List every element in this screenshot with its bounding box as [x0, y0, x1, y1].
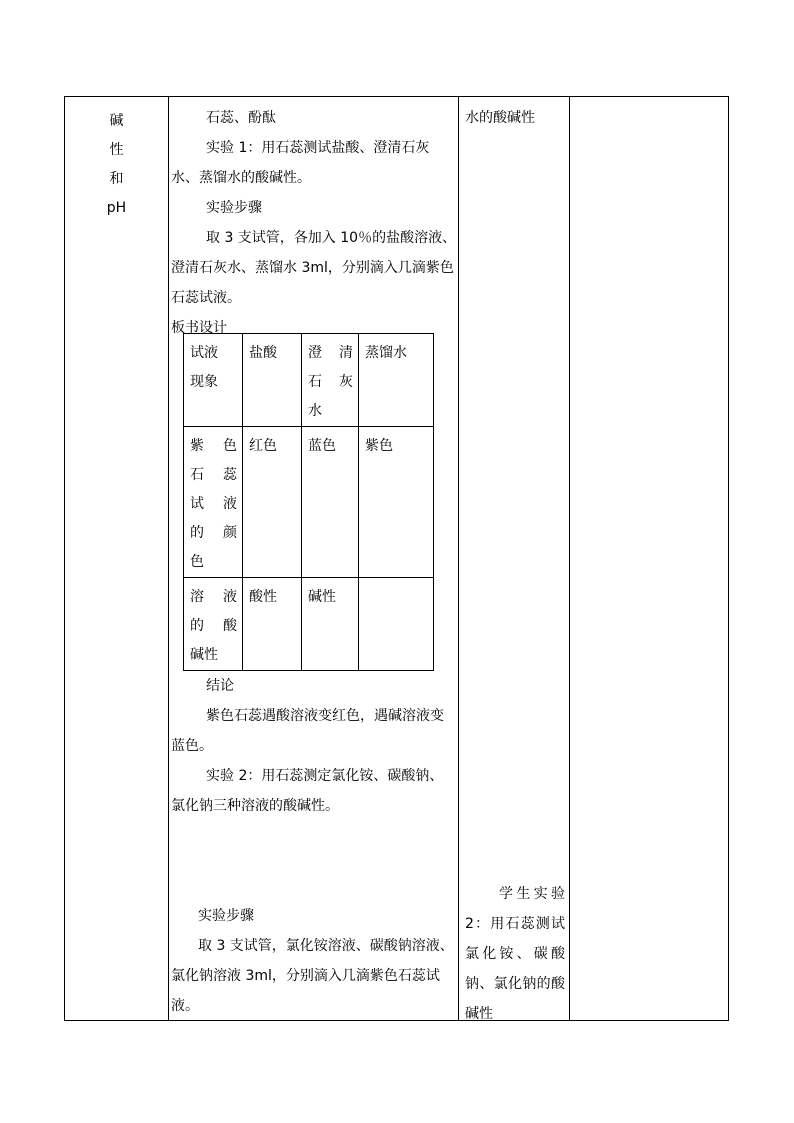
board-table: [183, 333, 434, 671]
row-label-cell: 紫 色 石 蕊 试 液 的 颜 色: [184, 427, 243, 578]
conclusion-title: 结论: [206, 678, 234, 694]
table-cell: [359, 578, 434, 671]
steps-title: 实验步骤: [206, 200, 262, 216]
conclusion-text: 紫色石蕊遇酸溶液变红色，遇碱溶液变蓝色。: [171, 708, 444, 754]
column-divider-1: [168, 97, 169, 1020]
steps-1: 取 3 支试管，各加入 10％的盐酸溶液、澄清石灰水、蒸馏水 3ml，分别滴入几滴紫色石蕊试液。: [171, 230, 457, 306]
table-cell: 蓝色: [302, 427, 359, 578]
header-cell: 盐酸: [243, 334, 302, 427]
student-activity-top: 水的酸碱性: [465, 110, 535, 126]
steps-2: 取 3 支试管，氯化铵溶液、碳酸钠溶液、氯化钠溶液 3ml，分别滴入几滴紫色石蕊试液。: [171, 938, 454, 1014]
lesson-table: [64, 96, 729, 1021]
experiment-2: 实验 2：用石蕊测定氯化铵、碳酸钠、氯化钠三种溶液的酸碱性。: [171, 768, 444, 814]
student-activity-bottom: 学生实验 2：用石蕊测试氯化铵、碳酸钠、氯化钠的酸碱性: [465, 886, 565, 1022]
table-cell: 酸性: [243, 578, 302, 671]
column-divider-3: [569, 97, 570, 1020]
indicator-line: 石蕊、酚酞: [206, 110, 276, 126]
table-row: [184, 578, 434, 671]
table-cell: 碱性: [302, 578, 359, 671]
topic-column: [65, 107, 168, 223]
steps-2-title: 实验步骤: [198, 908, 254, 924]
topic-char: 性: [109, 142, 124, 158]
table-header-row: [184, 334, 434, 427]
table-row: [184, 427, 434, 578]
row-label-cell: 溶 液 的 酸 碱性: [184, 578, 243, 671]
blank-space: [171, 821, 457, 901]
header-cell: 蒸馏水: [359, 334, 434, 427]
topic-char: pH: [106, 200, 127, 216]
experiment-1: 实验 1：用石蕊测试盐酸、澄清石灰水、蒸馏水的酸碱性。: [171, 140, 430, 186]
topic-char: 碱: [109, 113, 124, 129]
table-cell: 红色: [243, 427, 302, 578]
table-cell: 紫色: [359, 427, 434, 578]
board-design-title: 板书设计: [171, 320, 227, 336]
header-cell: 澄 清 石 灰 水: [302, 334, 359, 427]
topic-char: 和: [109, 171, 124, 187]
header-cell: 试液 现象: [184, 334, 243, 427]
column-divider-2: [458, 97, 459, 1020]
